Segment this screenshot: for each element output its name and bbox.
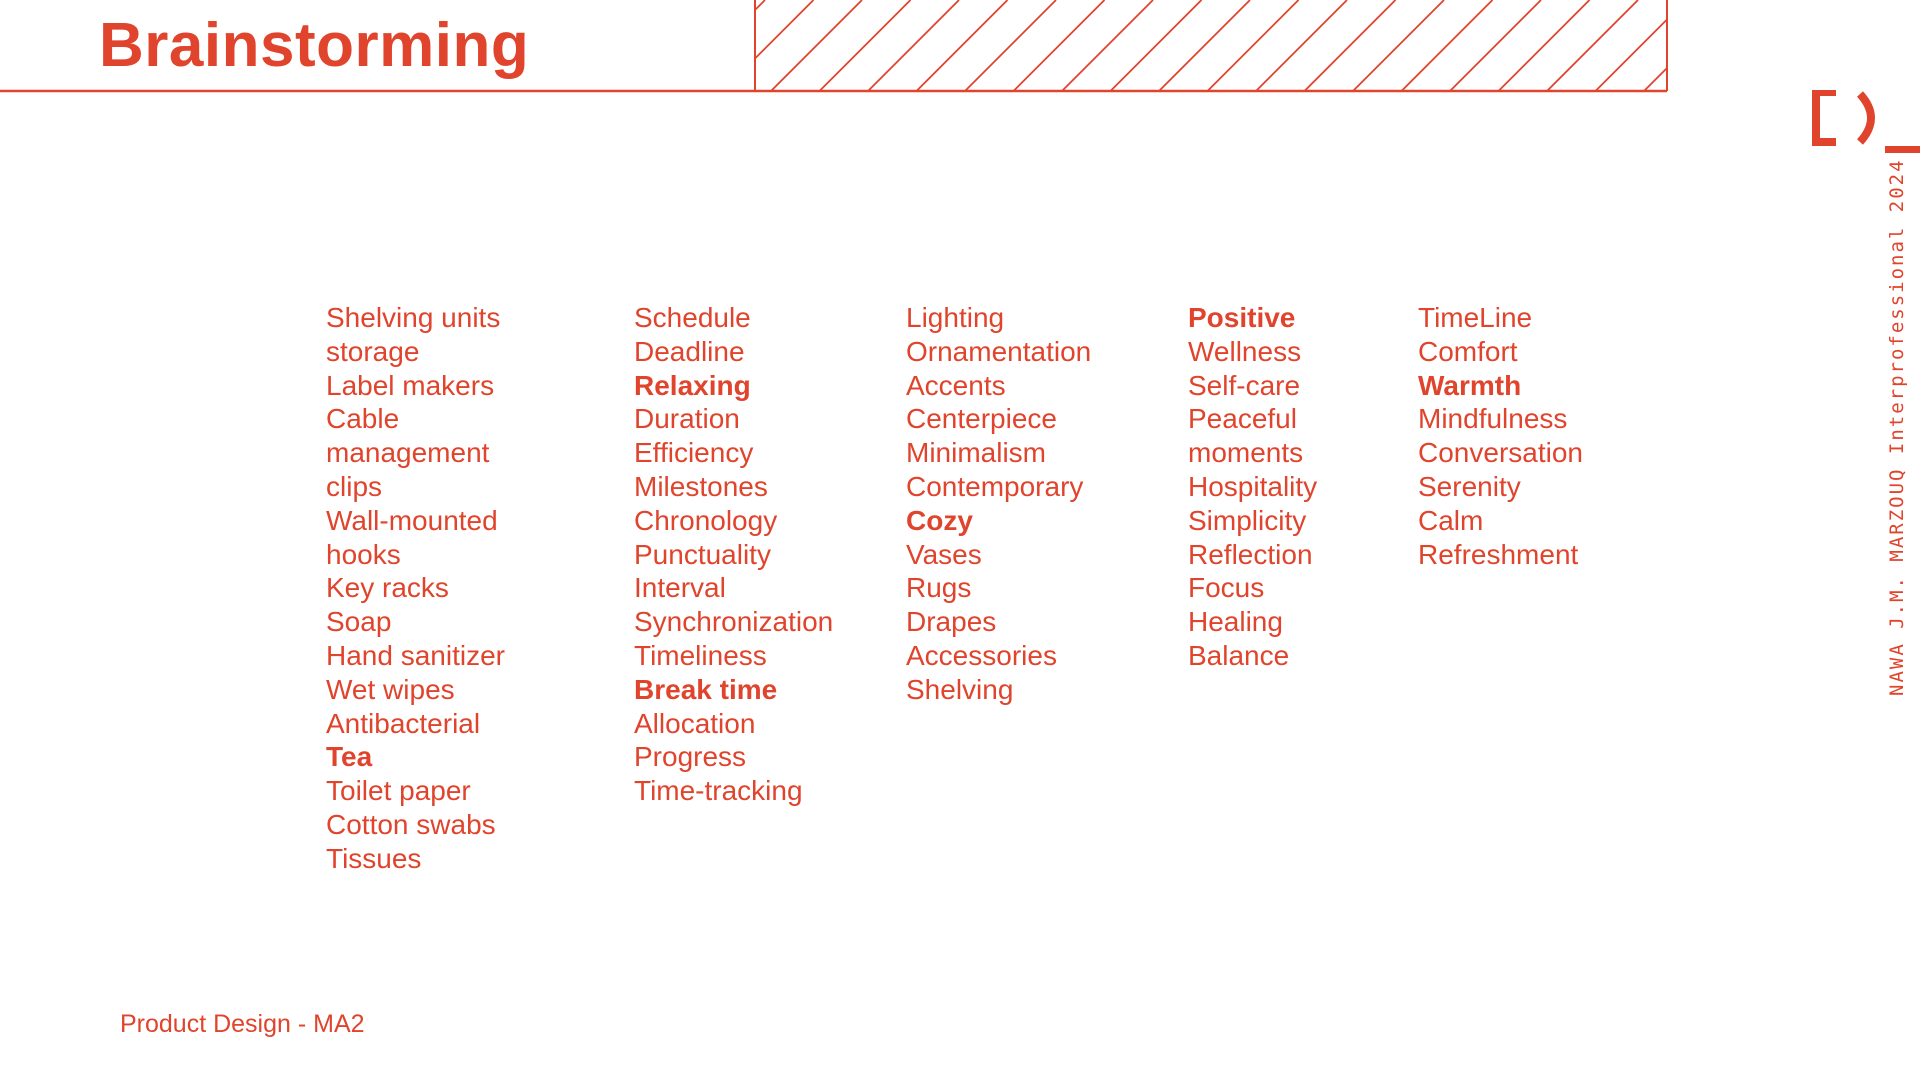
- brainstorm-word: Positive: [1188, 302, 1296, 333]
- brainstorm-word: Drapes: [906, 606, 997, 638]
- brainstorm-word: Refreshment: [1418, 538, 1579, 570]
- brainstorm-word: Contemporary: [906, 470, 1084, 502]
- brainstorm-word: Accessories: [906, 639, 1057, 671]
- brainstorm-word: Vases: [906, 538, 982, 570]
- brainstorm-word: hooks: [326, 538, 401, 570]
- brainstorm-word: Antibacterial: [326, 707, 481, 739]
- brainstorm-word: Healing: [1188, 606, 1283, 638]
- brainstorm-word: Wall-mounted: [326, 504, 498, 536]
- brainstorm-word: Focus: [1188, 572, 1265, 604]
- logo-right-paren: [1860, 94, 1871, 142]
- brainstorm-word: TimeLine: [1418, 302, 1533, 333]
- brainstorm-word: Accents: [906, 369, 1006, 401]
- logo-underscore: [1885, 146, 1920, 153]
- brainstorm-word: Shelving: [906, 673, 1014, 705]
- brainstorm-word: Reflection: [1188, 538, 1313, 570]
- hatch-line: [1402, 0, 1493, 91]
- page-title: Brainstorming: [99, 11, 530, 80]
- logo-left-bracket: [1816, 92, 1836, 142]
- hatch-line: [1450, 0, 1541, 91]
- brainstorm-word: Warmth: [1418, 369, 1522, 401]
- hatch-line: [1547, 0, 1638, 91]
- hatch-line: [1159, 0, 1250, 91]
- brainstorm-word: Schedule: [634, 302, 751, 333]
- brainstorm-word: Cotton swabs: [326, 808, 496, 840]
- footer-label: Product Design - MA2: [120, 1010, 365, 1038]
- brainstorm-word: Simplicity: [1188, 504, 1307, 536]
- brainstorm-word: Progress: [634, 741, 747, 773]
- hatch-line: [1014, 0, 1105, 91]
- brainstorm-word: Timeliness: [634, 639, 767, 671]
- brainstorm-word: Cozy: [906, 504, 973, 536]
- brainstorm-column-2: [634, 301, 833, 808]
- brainstorm-word: Conversation: [1418, 437, 1583, 469]
- brainstorm-column-4: [1188, 301, 1317, 673]
- brainstorm-word: Milestones: [634, 470, 768, 502]
- hatch-line: [868, 0, 959, 91]
- brainstorm-word: Efficiency: [634, 437, 754, 469]
- brainstorm-word: Rugs: [906, 572, 972, 604]
- brainstorm-word: Ornamentation: [906, 335, 1092, 367]
- hatch-line: [1693, 0, 1784, 91]
- hatch-line: [1353, 0, 1444, 91]
- brainstorm-word: Chronology: [634, 504, 778, 536]
- brainstorm-word: Duration: [634, 403, 740, 435]
- hatch-line: [1256, 0, 1347, 91]
- hatch-line: [1305, 0, 1396, 91]
- brainstorm-word: Soap: [326, 606, 392, 638]
- brainstorm-word: moments: [1188, 437, 1304, 469]
- brainstorm-word: Balance: [1188, 639, 1290, 671]
- brainstorm-word: Punctuality: [634, 538, 771, 570]
- brainstorm-word: Peaceful: [1188, 403, 1297, 435]
- brainstorm-word: management: [326, 437, 490, 469]
- brainstorm-word: Time-tracking: [634, 775, 803, 807]
- brainstorm-word: Shelving units: [326, 302, 501, 333]
- brainstorm-word: Hand sanitizer: [326, 639, 505, 671]
- brainstorm-word: clips: [326, 470, 383, 502]
- bracket-logo-icon: [1810, 90, 1920, 156]
- brainstorm-word: Wellness: [1188, 335, 1302, 367]
- hatch-lines: [674, 0, 1784, 91]
- brainstorm-word: Toilet paper: [326, 775, 471, 807]
- brainstorm-word: Synchronization: [634, 606, 834, 638]
- brainstorm-word: Lighting: [906, 302, 1005, 333]
- brainstorm-word: Comfort: [1418, 335, 1518, 367]
- brainstorm-column-5: [1418, 301, 1583, 571]
- brainstorm-word: Break time: [634, 673, 778, 705]
- brainstorm-word: Tea: [326, 741, 373, 773]
- hatch-line: [771, 0, 862, 91]
- brainstorm-word: Centerpiece: [906, 403, 1057, 435]
- brainstorm-word: Relaxing: [634, 369, 751, 401]
- brainstorm-word: Allocation: [634, 707, 756, 739]
- hatch-line: [820, 0, 911, 91]
- hatch-line: [1208, 0, 1299, 91]
- hatch-line: [1499, 0, 1590, 91]
- brainstorm-word: Label makers: [326, 369, 495, 401]
- brainstorm-word: Interval: [634, 572, 726, 604]
- hatch-line: [674, 0, 765, 91]
- hatch-line: [1644, 0, 1735, 91]
- brainstorm-word: Self-care: [1188, 369, 1301, 401]
- brainstorm-word: Wet wipes: [326, 673, 455, 705]
- brainstorm-word: Hospitality: [1188, 470, 1318, 502]
- hatch-line: [723, 0, 814, 91]
- brainstorm-column-1: [326, 301, 505, 876]
- hatch-line: [1062, 0, 1153, 91]
- vertical-caption: NAWA J.M. MARZOUQ Interprofessional 2024: [1886, 158, 1908, 696]
- brainstorm-word: storage: [326, 335, 420, 367]
- hatch-line: [1596, 0, 1687, 91]
- brainstorm-word: Serenity: [1418, 470, 1521, 502]
- hatch-line: [965, 0, 1056, 91]
- hatch-line: [1111, 0, 1202, 91]
- brainstorm-word: Minimalism: [906, 437, 1046, 469]
- brainstorm-word: Calm: [1418, 504, 1484, 536]
- brainstorm-word: Deadline: [634, 335, 745, 367]
- hatch-line: [917, 0, 1008, 91]
- brainstorm-word: Mindfulness: [1418, 403, 1568, 435]
- brainstorm-word: Tissues: [326, 842, 422, 874]
- brainstorm-word: Cable: [326, 403, 400, 435]
- brainstorm-column-3: [906, 301, 1091, 707]
- brainstorm-word: Key racks: [326, 572, 449, 604]
